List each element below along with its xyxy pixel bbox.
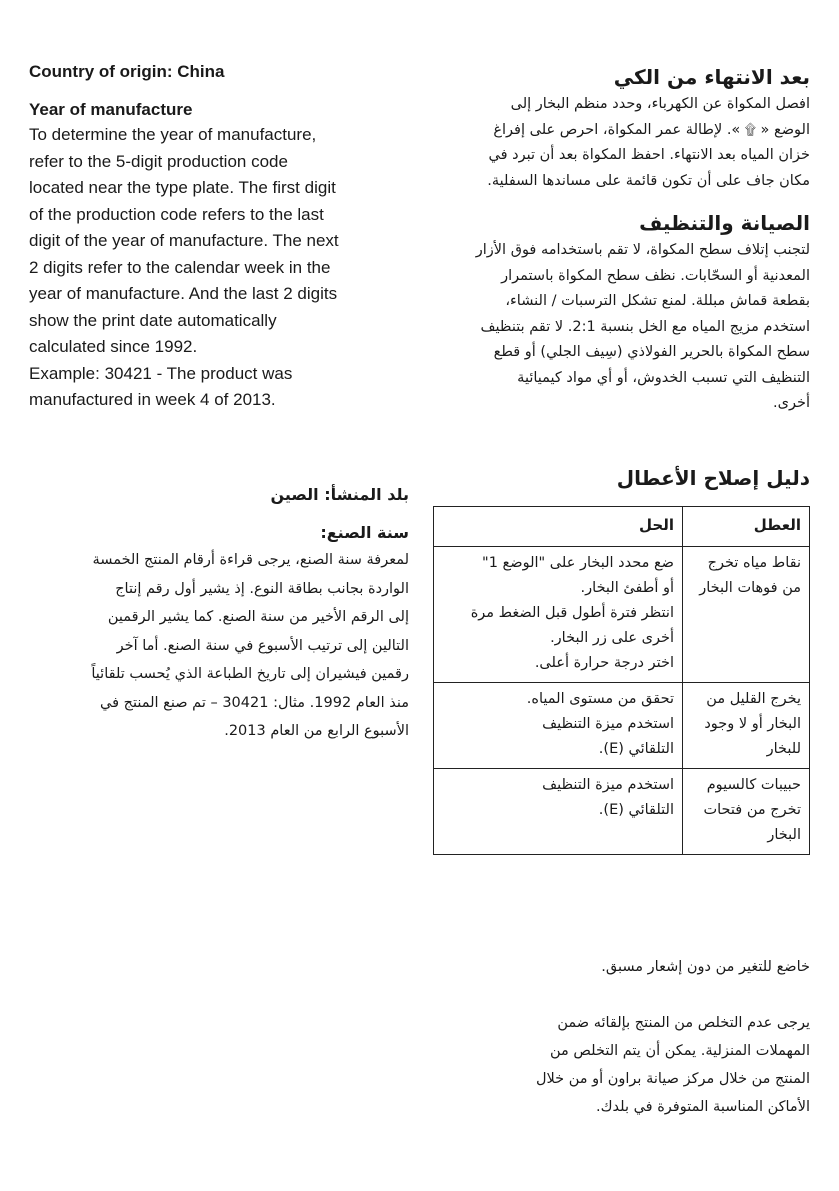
cell-line: أو أطفئ البخار. <box>580 580 674 596</box>
country-of-origin: Country of origin: China <box>29 62 225 81</box>
text-line: إلى الرقم الأخير من سنة الصنع. كما يشير الرقمين <box>107 609 409 625</box>
text-line: year of manufacture. And the last 2 digits <box>29 284 338 303</box>
text-line: located near the type plate. The first digit <box>29 178 336 197</box>
text-line: manufactured in week 4 of 2013. <box>29 390 276 409</box>
year-of-manufacture-heading: Year of manufacture <box>29 100 193 119</box>
text-line: التالين إلى ترتيب الأسبوع في سنة الصنع. أما آخر <box>116 637 409 654</box>
text-line: لتجنب إتلاف سطح المكواة، لا تقم باستخدامه فوق الأزار <box>475 242 810 258</box>
english-section <box>29 60 409 414</box>
text-line: 2 digits refer to the calendar week in the <box>29 257 331 277</box>
cell-line: يخرج القليل من <box>706 691 801 707</box>
text-line: يرجى عدم التخلص من المنتج بإلقائه ضمن <box>557 1015 810 1031</box>
text-line: لمعرفة سنة الصنع، يرجى قراءة أرقام المنتج الخمسة <box>92 552 409 568</box>
text-line: الواردة بجانب بطاقة النوع. إذ يشير أول رقم إنتاج <box>115 580 409 597</box>
cell-line: من فوهات البخار <box>699 580 801 596</box>
text-line: المنتج من خلال مركز صيانة براون أو من خلال <box>535 1071 810 1087</box>
arabic-country-of-origin: بلد المنشأ: الصين <box>270 485 409 504</box>
table-header-row <box>434 507 810 547</box>
disposal-note <box>432 1009 810 1121</box>
text-line: To determine the year of manufacture, <box>29 125 317 144</box>
cell-line: ضع محدد البخار على "الوضع 1" <box>482 555 674 571</box>
text-line: refer to the 5-digit production code <box>29 151 288 171</box>
after-ironing-body <box>432 92 810 194</box>
text-line: خزان المياه بعد الانتهاء. احفظ المكواة بعد أن تبرد في <box>488 147 810 163</box>
cell-line: تحقق من مستوى المياه. <box>526 691 674 707</box>
text-line: رقمين فيشيران إلى تاريخ الطباعة الذي يُحسب تلقائياً <box>91 666 409 682</box>
text-line: Example: 30421 - The product was <box>29 363 293 383</box>
text-line: استخدم مزيج المياه مع الخل بنسبة 2:1. لا تقم بتنظيف <box>480 318 810 335</box>
text-line: أخرى. <box>773 395 810 411</box>
text-line: of the production code refers to the last <box>29 204 324 224</box>
troubleshooting-table <box>433 506 810 855</box>
text-line: المهملات المنزلية. يمكن أن يتم التخلص من <box>550 1043 810 1059</box>
text-line: بقطعة قماش مبللة. لمنع تشكل الترسبات / النشاء، <box>505 293 810 309</box>
subject-to-change-note: خاضع للتغير من دون إشعار مسبق. <box>601 959 810 975</box>
solution-cell <box>434 683 683 769</box>
cell-line: التلقائي (E). <box>598 802 674 818</box>
year-of-manufacture-body <box>29 122 409 414</box>
fault-cell <box>683 547 810 683</box>
arabic-year-of-manufacture-heading: سنة الصنع: <box>320 523 409 542</box>
table-row <box>434 683 810 769</box>
text-line: المعدنية أو السحّابات. نظف سطح المكواة باستمرار <box>501 267 810 284</box>
cell-line: استخدم ميزة التنظيف <box>542 777 674 793</box>
cell-line: البخار أو لا وجود <box>704 716 801 732</box>
fault-cell <box>683 769 810 855</box>
cell-line: تخرج من فتحات <box>703 802 801 818</box>
maintenance-heading: الصيانة والتنظيف <box>639 211 810 235</box>
solution-cell <box>434 547 683 683</box>
cell-line: للبخار <box>766 741 801 757</box>
cell-line: انتظر فترة أطول قبل الضغط مرة <box>470 605 674 621</box>
text-line: الأسبوع الرابع من العام 2013. <box>224 723 409 739</box>
text-line: التنظيف التي تسبب الخدوش، أو أي مواد كيميائية <box>517 369 810 386</box>
arabic-care-section <box>432 62 810 417</box>
text-line: calculated since 1992. <box>29 337 198 356</box>
solution-cell <box>434 769 683 855</box>
table-row <box>434 547 810 683</box>
cell-line: أخرى على زر البخار. <box>550 630 674 646</box>
fault-cell <box>683 683 810 769</box>
cell-line: البخار <box>767 827 801 843</box>
maintenance-body <box>432 238 810 417</box>
text-line: مكان جاف على أن تكون قائمة على مساندها السفلية. <box>487 172 810 189</box>
text-line: الوضع « ۩ ». لإطالة عمر المكواة، احرص على إفراغ <box>493 121 810 138</box>
troubleshooting-section <box>432 463 810 493</box>
cell-line: نقاط مياه تخرج <box>707 555 801 571</box>
column-header-fault: العطل <box>683 507 810 547</box>
cell-line: التلقائي (E). <box>598 741 674 757</box>
column-header-solution: الحل <box>434 507 683 547</box>
arabic-origin-section <box>29 482 409 746</box>
cell-line: اختر درجة حرارة أعلى. <box>534 655 674 671</box>
cell-line: استخدم ميزة التنظيف <box>542 716 674 732</box>
text-line: show the print date automatically <box>29 310 277 330</box>
cell-line: حبيبات كالسيوم <box>706 777 801 793</box>
text-line: digit of the year of manufacture. The next <box>29 231 339 250</box>
arabic-year-of-manufacture-body <box>29 546 409 746</box>
text-line: سطح المكواة بالحرير الفولاذي (سِيف الجلي) أو قطع <box>493 344 810 360</box>
text-line: الأماكن المناسبة المتوفرة في بلدك. <box>595 1099 810 1115</box>
text-line: منذ العام 1992. مثال: 30421 – تم صنع المنتج في <box>99 694 409 711</box>
table-row <box>434 769 810 855</box>
after-ironing-heading: بعد الانتهاء من الكي <box>613 65 810 89</box>
notes-section <box>432 953 810 1121</box>
text-line: افصل المكواة عن الكهرباء، وحدد منظم البخار إلى <box>510 96 810 112</box>
troubleshooting-heading: دليل إصلاح الأعطال <box>616 466 810 490</box>
